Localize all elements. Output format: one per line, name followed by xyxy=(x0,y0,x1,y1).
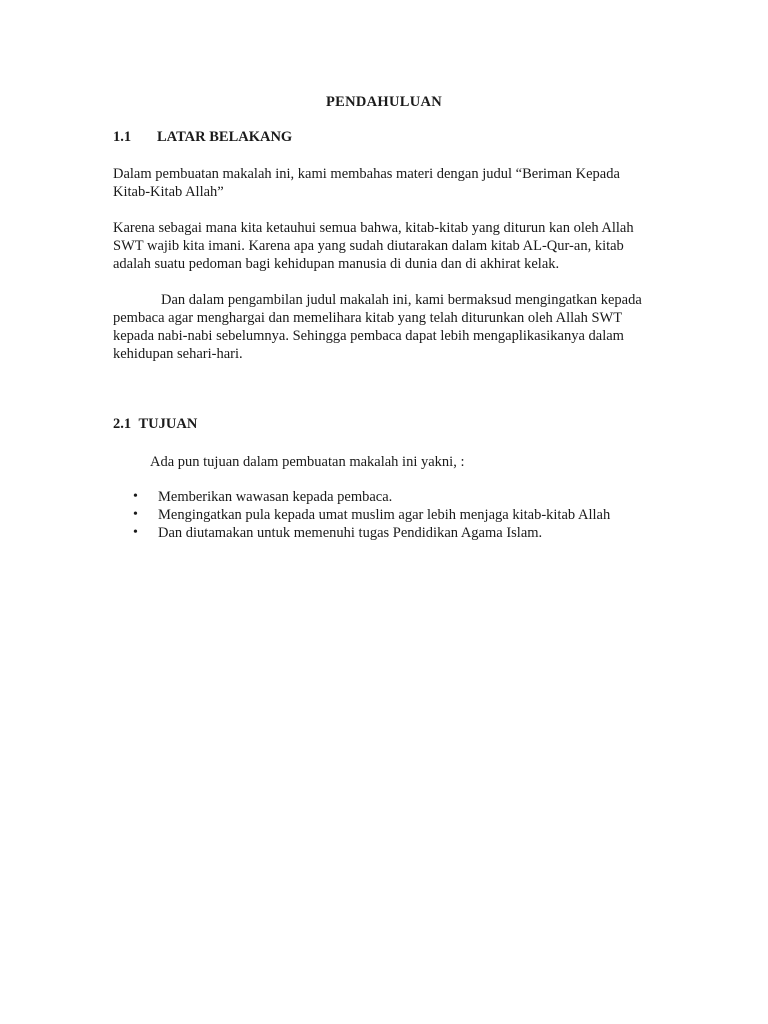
list-item xyxy=(113,488,610,506)
list-item xyxy=(113,506,610,524)
bullet-list xyxy=(113,488,610,542)
list-item-text: Memberikan wawasan kepada pembaca. xyxy=(158,489,393,505)
bullet-icon: • xyxy=(133,489,138,504)
list-item-text: Mengingatkan pula kepada umat muslim agar lebih menjaga kitab-kitab Allah xyxy=(158,507,611,523)
bullet-icon: • xyxy=(133,507,138,522)
section-title: LATAR BELAKANG xyxy=(157,129,293,145)
section-title: TUJUAN xyxy=(138,416,198,432)
section-intro: Ada pun tujuan dalam pembuatan makalah ini yakni, : xyxy=(150,454,465,470)
section-heading-latar-belakang xyxy=(113,129,292,146)
list-item xyxy=(113,524,610,542)
bullet-icon: • xyxy=(133,525,138,540)
section-number: 2.1 xyxy=(113,416,132,432)
section-number: 1.1 xyxy=(113,129,132,145)
page-title: PENDAHULUAN xyxy=(325,94,443,110)
paragraph: Karena sebagai mana kita ketauhui semua bahwa, kitab-kitab yang diturun kan oleh Allah SWT wajib kita imani. Karena apa yang sudah diutarakan dalam kitab AL-Qur-an, kitab adalah suatu pedoman bagi kehidupan manusia di dunia dan di akhirat kelak. xyxy=(113,220,634,272)
list-item-text: Dan diutamakan untuk memenuhi tugas Pendidikan Agama Islam. xyxy=(158,525,543,541)
paragraph: Dan dalam pengambilan judul makalah ini, kami bermaksud mengingatkan kepada pembaca agar menghargai dan memelihara kitab yang telah diturunkan oleh Allah SWT kepada nabi-nabi sebelumnya. Sehingga pembaca dapat lebih mengaplikasikanya dalam kehidupan sehari-hari. xyxy=(113,292,642,362)
paragraph: Dalam pembuatan makalah ini, kami membahas materi dengan judul “Beriman Kepada Kitab-Kitab Allah” xyxy=(113,166,620,200)
section-heading-tujuan xyxy=(113,416,197,433)
